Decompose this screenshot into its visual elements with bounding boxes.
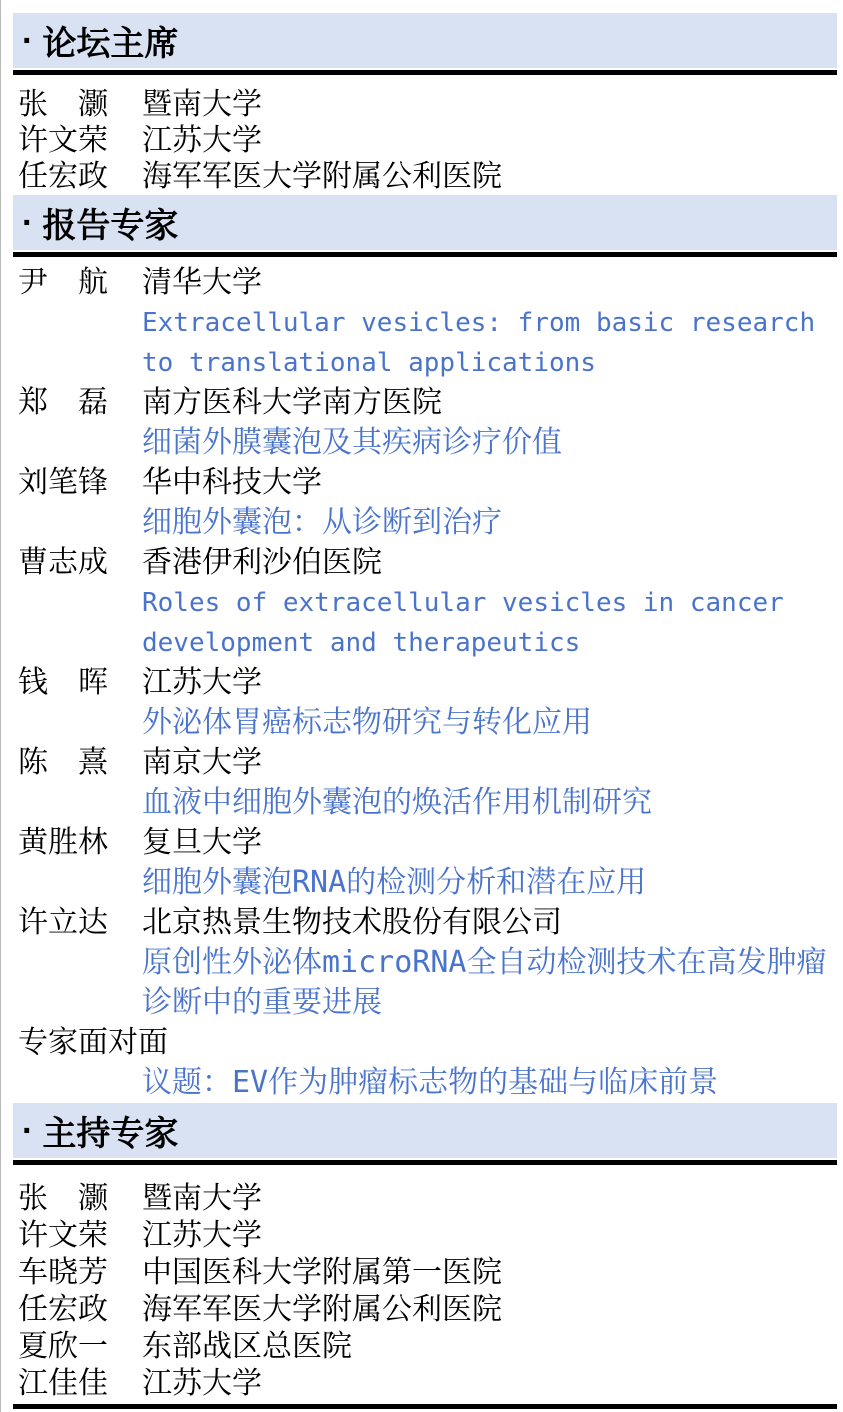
speaker-row — [18, 463, 843, 503]
section-header-forum-chairs — [13, 13, 837, 68]
speaker-affiliation: 清华大学 — [142, 266, 262, 299]
speakers-list — [0, 257, 843, 1103]
speaker-name: 许立达 — [18, 906, 108, 939]
section-hosts — [0, 1103, 843, 1402]
member-row — [18, 1328, 843, 1365]
section-title: 论坛主席 — [42, 25, 179, 63]
bullet-icon: · — [22, 21, 34, 60]
speaker-name: 曹志成 — [18, 546, 108, 579]
speaker-name: 专家面对面 — [18, 1026, 168, 1059]
member-name: 张 灏 — [18, 1182, 108, 1215]
speaker-entry — [18, 383, 843, 463]
member-name: 张 灏 — [18, 88, 108, 121]
speaker-name: 尹 航 — [18, 266, 108, 299]
member-name: 夏欣一 — [18, 1330, 108, 1363]
member-row — [18, 159, 843, 195]
member-affiliation: 江苏大学 — [142, 1219, 262, 1252]
speaker-row — [18, 743, 843, 783]
section-title: 主持专家 — [42, 1115, 179, 1153]
member-name: 许文荣 — [18, 1219, 108, 1252]
talk-title: 外泌体胃癌标志物研究与转化应用 — [142, 705, 592, 740]
talk-title: 细胞外囊泡RNA的检测分析和潜在应用 — [142, 865, 647, 900]
speaker-entry — [18, 743, 843, 823]
member-affiliation: 暨南大学 — [142, 88, 262, 121]
speaker-entry — [18, 463, 843, 543]
bullet-icon: · — [22, 1111, 34, 1150]
member-row — [18, 1365, 843, 1402]
speaker-affiliation: 复旦大学 — [142, 826, 262, 859]
member-name: 许文荣 — [18, 124, 108, 157]
member-row — [18, 123, 843, 159]
speaker-entry — [18, 663, 843, 743]
left-edge-line — [0, 0, 1, 1412]
section-header-speakers — [13, 195, 837, 250]
section-title: 报告专家 — [42, 207, 179, 245]
talk-title: Roles of extracellular vesicles in cancer development and therapeutics — [142, 588, 784, 658]
member-row — [18, 1180, 843, 1217]
member-affiliation: 东部战区总医院 — [142, 1330, 352, 1363]
forum-chairs-list — [0, 75, 843, 195]
talk-title: 议题：EV作为肿瘤标志物的基础与临床前景 — [142, 1065, 719, 1100]
member-affiliation: 暨南大学 — [142, 1182, 262, 1215]
hosts-list — [0, 1165, 843, 1402]
speaker-row — [18, 383, 843, 423]
speaker-name: 郑 磊 — [18, 386, 108, 419]
section-header-hosts — [13, 1103, 837, 1158]
member-row — [18, 87, 843, 123]
member-affiliation: 海军军医大学附属公利医院 — [142, 160, 502, 193]
member-row — [18, 1217, 843, 1254]
member-name: 江佳佳 — [18, 1367, 108, 1400]
speaker-affiliation: 南京大学 — [142, 746, 262, 779]
section-speakers — [0, 195, 843, 1103]
member-row — [18, 1291, 843, 1328]
speaker-affiliation: 华中科技大学 — [142, 466, 322, 499]
member-name: 车晓芳 — [18, 1256, 108, 1289]
speaker-entry — [18, 263, 843, 383]
speaker-row — [18, 823, 843, 863]
member-affiliation: 中国医科大学附属第一医院 — [142, 1256, 502, 1289]
speaker-row — [18, 1023, 843, 1063]
talk-title: 血液中细胞外囊泡的焕活作用机制研究 — [142, 785, 652, 820]
member-affiliation: 江苏大学 — [142, 124, 262, 157]
talk-title: 细菌外膜囊泡及其疾病诊疗价值 — [142, 425, 562, 460]
speaker-entry — [18, 823, 843, 903]
member-name: 任宏政 — [18, 160, 108, 193]
speaker-row — [18, 263, 843, 303]
bottom-border-line — [13, 1404, 837, 1409]
speaker-name: 陈 熹 — [18, 746, 108, 779]
speaker-name: 刘笔锋 — [18, 466, 108, 499]
speaker-row — [18, 543, 843, 583]
talk-title: 原创性外泌体microRNA全自动检测技术在高发肿瘤诊断中的重要进展 — [142, 945, 827, 1020]
member-name: 任宏政 — [18, 1293, 108, 1326]
section-forum-chairs — [0, 13, 843, 195]
speaker-entry — [18, 543, 843, 663]
speaker-affiliation: 南方医科大学南方医院 — [142, 386, 442, 419]
speaker-row — [18, 663, 843, 703]
member-affiliation: 江苏大学 — [142, 1367, 262, 1400]
speaker-name: 钱 晖 — [18, 666, 108, 699]
speaker-entry — [18, 1023, 843, 1103]
speaker-affiliation: 江苏大学 — [142, 666, 262, 699]
talk-title: Extracellular vesicles: from basic research to translational applications — [142, 308, 816, 378]
speaker-affiliation: 北京热景生物技术股份有限公司 — [142, 906, 562, 939]
speaker-affiliation: 香港伊利沙伯医院 — [142, 546, 382, 579]
member-row — [18, 1254, 843, 1291]
speaker-name: 黄胜林 — [18, 826, 108, 859]
speaker-entry — [18, 903, 843, 1023]
bullet-icon: · — [22, 203, 34, 242]
member-affiliation: 海军军医大学附属公利医院 — [142, 1293, 502, 1326]
speaker-row — [18, 903, 843, 943]
talk-title: 细胞外囊泡：从诊断到治疗 — [142, 505, 502, 540]
